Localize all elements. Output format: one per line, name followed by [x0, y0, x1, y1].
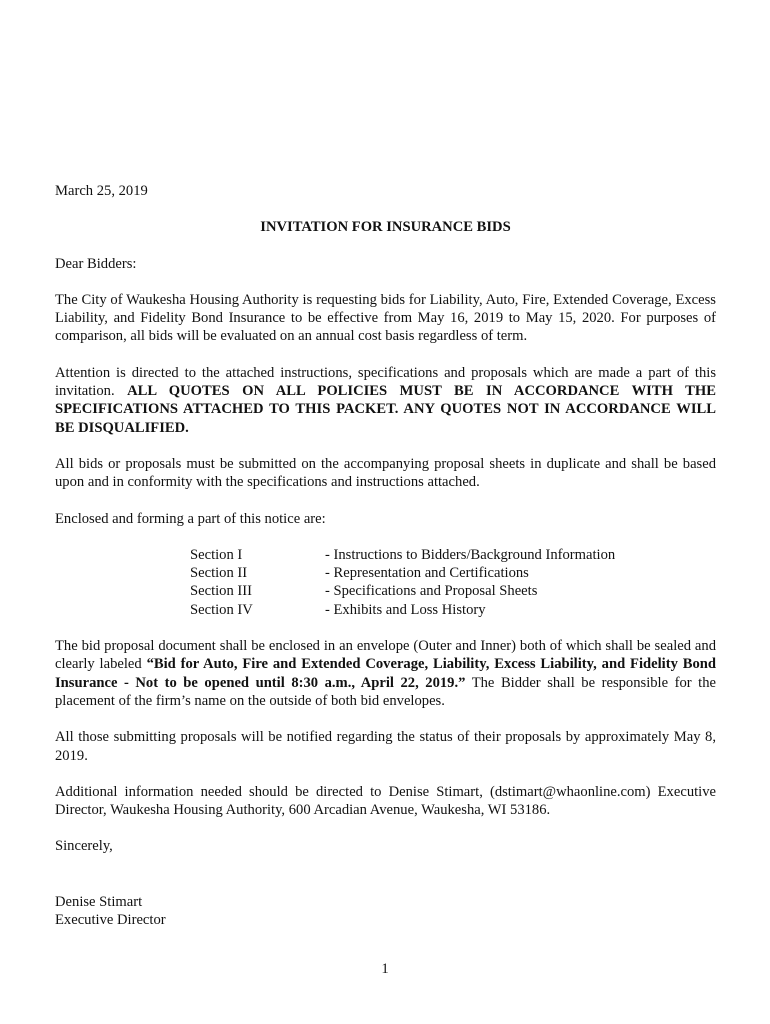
specifications-intro: Attention is directed to the attached instructions, specifications and proposals which are made a part of this invitation.	[55, 364, 716, 400]
paragraph-envelope	[55, 637, 716, 710]
closing: Sincerely,	[55, 838, 113, 855]
letter-title: INVITATION FOR INSURANCE BIDS	[260, 219, 511, 236]
section-description: - Representation and Certifications	[325, 565, 529, 582]
paragraph-bid-request: The City of Waukesha Housing Authority is requesting bids for Liability, Auto, Fire, Extended Coverage, Excess Liability, and Fidelity Bond Insurance to be effective from May 16, 2019 to May 15, 2020. For purposes of comparison, all bids will be evaluated on an annual cost basis regardless of term.	[55, 291, 716, 345]
paragraph-specifications	[55, 364, 716, 437]
envelope-label: “Bid for Auto, Fire and Extended Coverage, Liability, Excess Liability, and Fidelity Bond Insurance - Not to be opened until 8:30 a.m., April 22, 2019.”	[55, 656, 716, 691]
paragraph-notification: All those submitting proposals will be notified regarding the status of their proposals by approximately May 8, 2019.	[55, 729, 716, 764]
salutation: Dear Bidders:	[55, 255, 137, 272]
envelope-end: The Bidder shall be responsible for the placement of the firm’s name on the outside of both bid envelopes.	[55, 674, 717, 709]
letter-body	[55, 182, 716, 929]
section-name: Section IV	[190, 601, 253, 618]
section-description: - Specifications and Proposal Sheets	[325, 583, 538, 600]
letter-date: March 25, 2019	[55, 183, 148, 199]
section-description: - Exhibits and Loss History	[325, 601, 486, 618]
paragraph-enclosed: Enclosed and forming a part of this notice are:	[55, 510, 326, 527]
section-name: Section III	[190, 583, 253, 600]
signer-title: Executive Director	[55, 912, 166, 929]
section-row	[190, 546, 716, 564]
section-name: Section I	[190, 546, 243, 563]
section-row	[190, 582, 716, 600]
section-description: - Instructions to Bidders/Background Information	[325, 546, 616, 563]
section-name: Section II	[190, 565, 248, 582]
section-row	[190, 564, 716, 582]
section-row	[190, 601, 716, 619]
envelope-intro: The bid proposal document shall be enclosed in an envelope (Outer and Inner) both of which shall be sealed and clearly labeled	[55, 638, 716, 673]
page-number: 1	[381, 961, 389, 977]
specifications-warning: ALL QUOTES ON ALL POLICIES MUST BE IN ACCORDANCE WITH THE SPECIFICATIONS ATTACHED TO THIS PACKET. ANY QUOTES NOT IN ACCORDANCE WILL BE DISQUALIFIED.	[55, 383, 716, 436]
paragraph-submission: All bids or proposals must be submitted on the accompanying proposal sheets in duplicate and shall be based upon and in conformity with the specifications and instructions attached.	[55, 455, 716, 491]
signer-name: Denise Stimart	[55, 893, 143, 910]
paragraph-contact: Additional information needed should be directed to Denise Stimart, (dstimart@whaonline.com) Executive Director, Waukesha Housing Authority, 600 Arcadian Avenue, Waukesha, WI 53186.	[55, 783, 716, 819]
section-list	[55, 546, 716, 619]
